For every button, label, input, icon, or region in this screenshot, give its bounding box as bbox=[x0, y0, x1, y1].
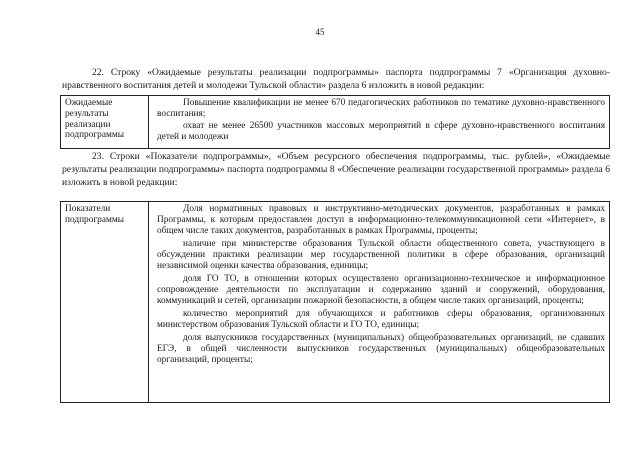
paragraph-22: 22. Строку «Ожидаемые результаты реализации подпрограммы» паспорта подпрограммы 7 «Организация духовно-нравственного воспитания детей и молодежи Тульской области» раздела 6 изложить в новой редакции: bbox=[62, 67, 610, 91]
table-2-item: доля ГО ТО, в отношении которых осуществлено организационно-техническое и информационное сопровождение деятельности по эксплуатации и содержанию зданий и сооружений, оборудования, коммуникаций и сетей, организации пожарной безопасности, в общем числе таких организаций, проценты; bbox=[157, 273, 605, 306]
table-1-content bbox=[149, 96, 609, 148]
table-1-label: Ожидаемые результаты реализации подпрограммы bbox=[61, 96, 149, 148]
table-2-content bbox=[149, 202, 609, 402]
table-2-label: Показатели подпрограммы bbox=[61, 202, 149, 402]
indicators-table-2 bbox=[60, 201, 610, 403]
paragraph-23: 23. Строки «Показатели подпрограммы», «Объем ресурсного обеспечения подпрограммы, тыс. рублей», «Ожидаемые результаты реализации подпрограммы» паспорта подпрограммы 8 «Обеспечение реализации государственной программы» раздела 6 изложить в новой редакции: bbox=[62, 151, 610, 188]
table-2-item: количество мероприятий для обучающихся и работников сферы образования, организованных министерством образования Тульской области и ГО ТО, единицы; bbox=[157, 308, 605, 330]
table-1-item: охват не менее 26500 участников массовых мероприятий в сфере духовно-нравственного воспитания детей и молодежи bbox=[157, 121, 605, 142]
table-2-item: Доля нормативных правовых и инструктивно-методических документов, разработанных в рамках Программы, к которым предоставлен доступ в информационно-телекоммуникационной сети «Интернет», в общем числе таких документов, разработанных в рамках Программы, проценты; bbox=[157, 204, 605, 236]
table-1-item: Повышение квалификации не менее 670 педагогических работников по тематике духовно-нравственного воспитания; bbox=[157, 98, 605, 119]
expected-results-table-1 bbox=[60, 95, 610, 149]
page-number: 45 bbox=[315, 27, 325, 37]
table-2-item: наличие при министерстве образования Тульской области общественного совета, участвующего в обсуждении практики реализации мер государственной политики в сфере образования, организаций независимой оценки качества образования, единицы; bbox=[157, 238, 605, 271]
table-2-item: доля выпускников государственных (муниципальных) общеобразовательных организаций, не сдавших ЕГЭ, в общей численности выпускников государственных (муниципальных) общеобразовательных организаций, проценты; bbox=[157, 333, 605, 365]
